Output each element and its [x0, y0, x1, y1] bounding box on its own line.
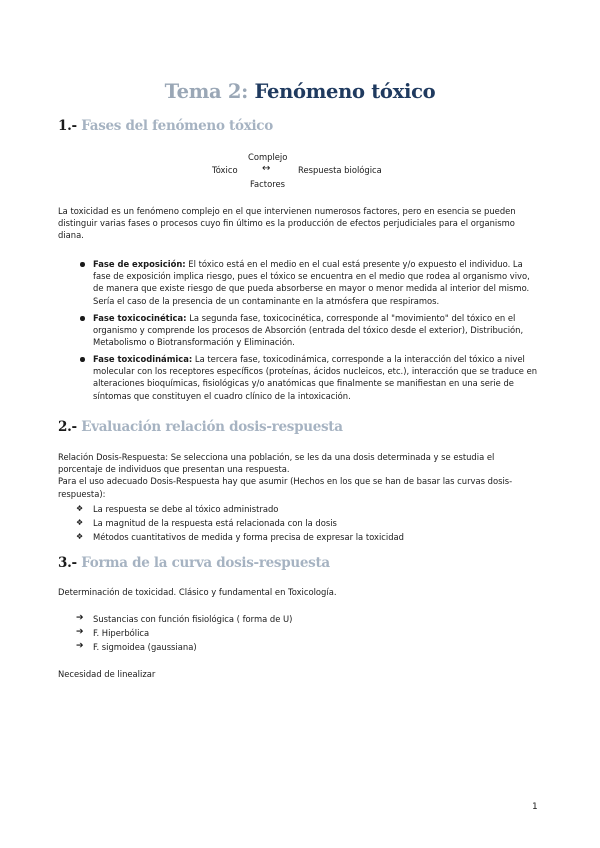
title-text: Fenómeno tóxico — [254, 80, 436, 103]
diagram-right: Respuesta biológica — [298, 165, 382, 175]
arrow-right-icon: ➔ — [76, 613, 84, 623]
title-number: Tema 2: — [164, 80, 249, 103]
page-title — [0, 80, 600, 103]
curve-form-item: ➔ F. Hiperbólica — [76, 627, 150, 638]
section-2-heading: 2.- Evaluación relación dosis-respuesta — [58, 419, 343, 435]
section-1-heading: 1.- Fases del fenómeno tóxico — [58, 118, 273, 134]
curve-form-item: ➔ Sustancias con función fisiológica ( forma de U) — [76, 613, 293, 624]
bullet-dot-icon — [80, 316, 85, 321]
diagram-arrow-icon: ↔ — [262, 163, 271, 174]
phase-item-toxicocinetica: Fase toxicocinética: La segunda fase, toxicocinética, corresponde al "movimiento" del tóxico en el organismo y comprende los procesos de Absorción (entrada del tóxico desde el exterior), Distribución, Metabolismo o Biotransformación y Eliminación. — [93, 312, 541, 349]
phase-item-exposicion: Fase de exposición: El tóxico está en el medio en el cual está presente y/o expuesto el individuo. La fase de exposición implica riesgo, pues el tóxico se encuentra en el medio que rodea al organismo vivo, de manera que existe riesgo de que pueda absorberse en mayor o menor medida al interior del mismo. Sería el caso de la presencia de un contaminante en la atmósfera que respiramos. — [93, 258, 541, 307]
arrow-right-icon: ➔ — [76, 627, 84, 637]
diamond-bullet-icon: ❖ — [76, 532, 84, 541]
diagram-left: Tóxico — [212, 165, 238, 175]
diagram-top: Complejo — [248, 152, 288, 162]
phase-item-toxicodinamica: Fase toxicodinámica: La tercera fase, toxicodinámica, corresponde a la interacción del tóxico a nivel molecular con los receptores específicos (proteínas, ácidos nucleicos, etc.), interacción que se traduce en alteraciones bioquímicas, fisiológicas y/o anatómicas que finalmente se manifiestan en una serie de síntomas que constituyen el cuadro clínico de la intoxicación. — [93, 353, 541, 402]
section-3-heading: 3.- Forma de la curva dosis-respuesta — [58, 555, 330, 571]
assumption-item: ❖ La respuesta se debe al tóxico administrado — [76, 504, 279, 514]
curve-paragraph: Determinación de toxicidad. Clásico y fundamental en Toxicología. — [58, 587, 337, 597]
diamond-bullet-icon: ❖ — [76, 518, 84, 527]
diagram-bottom: Factores — [250, 179, 285, 189]
assumption-item: ❖ La magnitud de la respuesta está relacionada con la dosis — [76, 518, 337, 528]
intro-paragraph: La toxicidad es un fenómeno complejo en el que intervienen numerosos factores, pero en esencia se pueden distinguir varias fases o procesos cuyo fin último es la producción de efectos perjudiciales para el organismo diana. — [58, 206, 516, 241]
page-number: 1 — [532, 802, 538, 812]
assumption-item: ❖ Métodos cuantitativos de medida y forma precisa de expresar la toxicidad — [76, 532, 404, 542]
bullet-dot-icon — [80, 357, 85, 362]
arrow-right-icon: ➔ — [76, 641, 84, 651]
dose-paragraph: Relación Dosis-Respuesta: Se selecciona una población, se les da una dosis determinada y se estudia el porcentaje de individuos que presentan una respuesta. Para el uso adecuado Dosis-Respuesta hay que asumir (Hechos en los que se han de basar las curvas dosis-respuesta): — [58, 452, 513, 499]
closing-note: Necesidad de linealizar — [58, 669, 156, 679]
diamond-bullet-icon: ❖ — [76, 504, 84, 513]
bullet-dot-icon — [80, 262, 85, 267]
curve-form-item: ➔ F. sigmoidea (gaussiana) — [76, 641, 197, 652]
